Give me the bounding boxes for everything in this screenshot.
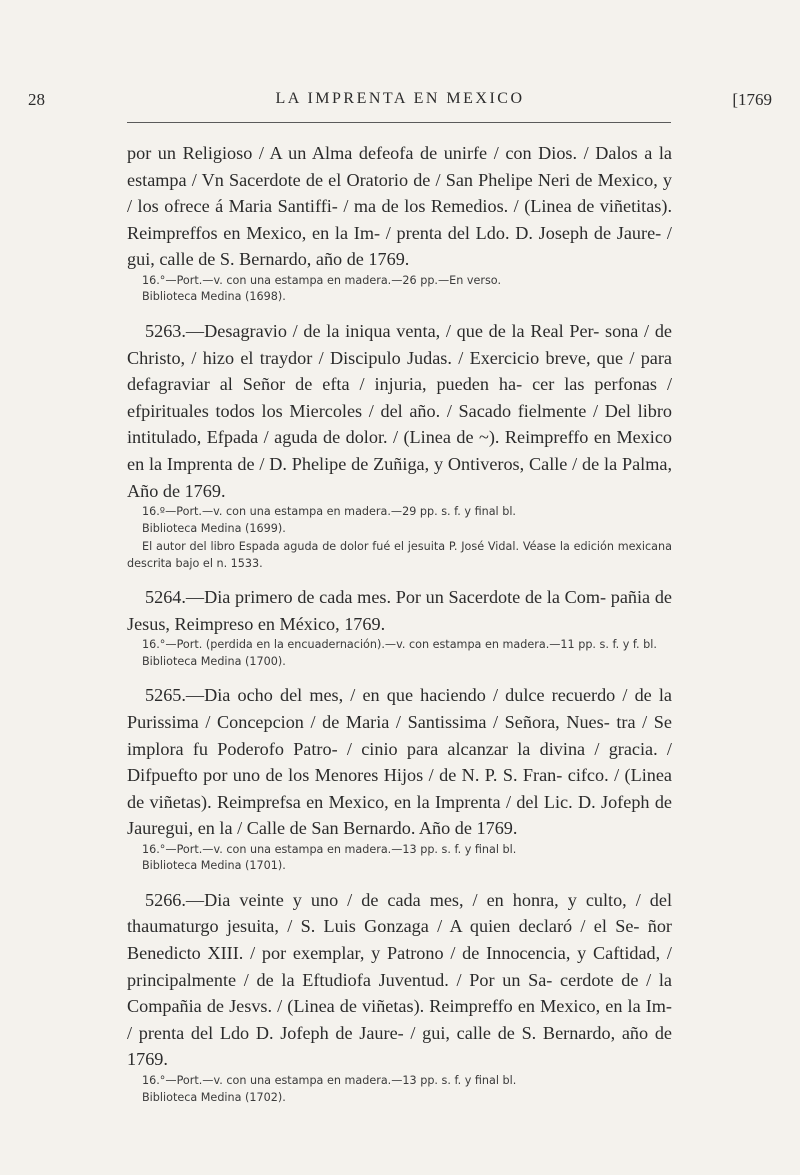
- entry-5264: [127, 584, 672, 670]
- entry-text: 5264.—Dia primero de cada mes. Por un Sacerdote de la Com- pañia de Jesus, Reimpreso en México, 1769.: [127, 587, 672, 634]
- page-body: [127, 140, 672, 1118]
- entry-5263: [127, 318, 672, 572]
- entry-text: por un Religioso / A un Alma defeofa de unirfe / con Dios. / Dalos a la estampa / Vn Sacerdote de el Oratorio de / San Phelipe Neri de Mexico, y / los ofrece á Maria Santiffi- / ma de los Remedios. / (Linea de viñetitas). Reimpreffos en Mexico, en la Im- / prenta del Ldo. D. Joseph de Jaure- / gui, calle de S. Bernardo, año de 1769.: [127, 143, 672, 270]
- running-title: LA IMPRENTA EN MEXICO: [275, 90, 525, 107]
- entry-comment: El autor del libro Espada aguda de dolor fué el jesuita P. José Vidal. Véase la edición mexicana descrita bajo el n. 1533.: [127, 540, 672, 570]
- page-number: 28: [28, 90, 45, 109]
- entry-text: 5263.—Desagravio / de la iniqua venta, / que de la Real Per- sona / de Christo, / hizo el traydor / Discipulo Judas. / Exercicio breve, que / para defagraviar al Señor de efta / injuria, pueden ha- cer las perfonas / efpirituales todos los Miercoles / del año. / Sacado fielmente / Del libro intitulado, Efpada / aguda de dolor. / (Linea de ~). Reimpreffo en Mexico en la Imprenta de / D. Phelipe de Zuñiga, y Ontiveros, Calle / de la Palma, Año de 1769.: [127, 320, 672, 501]
- entry-note: Biblioteca Medina (1700).: [142, 654, 286, 668]
- entry-text: 5266.—Dia veinte y uno / de cada mes, / en honra, y culto, / del thaumaturgo jesuita, / S. Luis Gonzaga / A quien declaró / el Se- ñor Benedicto XIII. / por exemplar, y Patrono / de Innocencia, y Caftidad, / principalmente / de la Eftudiofa Juventud. / Por un Sa- cerdote de / la Compañia de Jesvs. / (Linea de viñetas). Reimpreffo en Mexico, en la Im- / prenta del Ldo D. Jofeph de Jaure- / gui, calle de S. Bernardo, año de 1769.: [127, 889, 672, 1070]
- entry-continuation: [127, 140, 672, 306]
- entry-note: Biblioteca Medina (1702).: [142, 1090, 286, 1104]
- entry-5266: [127, 887, 672, 1106]
- page-header: [28, 90, 772, 120]
- entry-note: 16.º—Port.—v. con una estampa en madera.—29 pp. s. f. y final bl.: [142, 505, 516, 519]
- year-tag: [1769: [732, 90, 772, 109]
- header-rule: [127, 122, 671, 123]
- entry-note: Biblioteca Medina (1699).: [142, 521, 286, 535]
- entry-note: Biblioteca Medina (1701).: [142, 859, 286, 873]
- entry-note: Biblioteca Medina (1698).: [142, 290, 286, 304]
- entry-note: 16.°—Port.—v. con una estampa en madera.—26 pp.—En verso.: [142, 273, 502, 287]
- entry-5265: [127, 682, 672, 875]
- entry-text: 5265.—Dia ocho del mes, / en que haciendo / dulce recuerdo / de la Purissima / Concepcion / de Maria / Santissima / Señora, Nues- tra / Se implora fu Poderofo Patro- / cinio para alcanzar la divina / gracia. / Difpuefto por uno de los Menores Hijos / de N. P. S. Fran- cifco. / (Linea de viñetas). Reimprefsa en Mexico, en la Imprenta / del Lic. D. Jofeph de Jauregui, en la / Calle de San Bernardo. Año de 1769.: [127, 685, 672, 839]
- entry-note: 16.°—Port. (perdida en la encuadernación).—v. con estampa en madera.—11 pp. s. f. y f. bl.: [142, 638, 657, 652]
- entry-note: 16.°—Port.—v. con una estampa en madera.—13 pp. s. f. y final bl.: [142, 842, 517, 856]
- entry-note: 16.°—Port.—v. con una estampa en madera.—13 pp. s. f. y final bl.: [142, 1074, 517, 1088]
